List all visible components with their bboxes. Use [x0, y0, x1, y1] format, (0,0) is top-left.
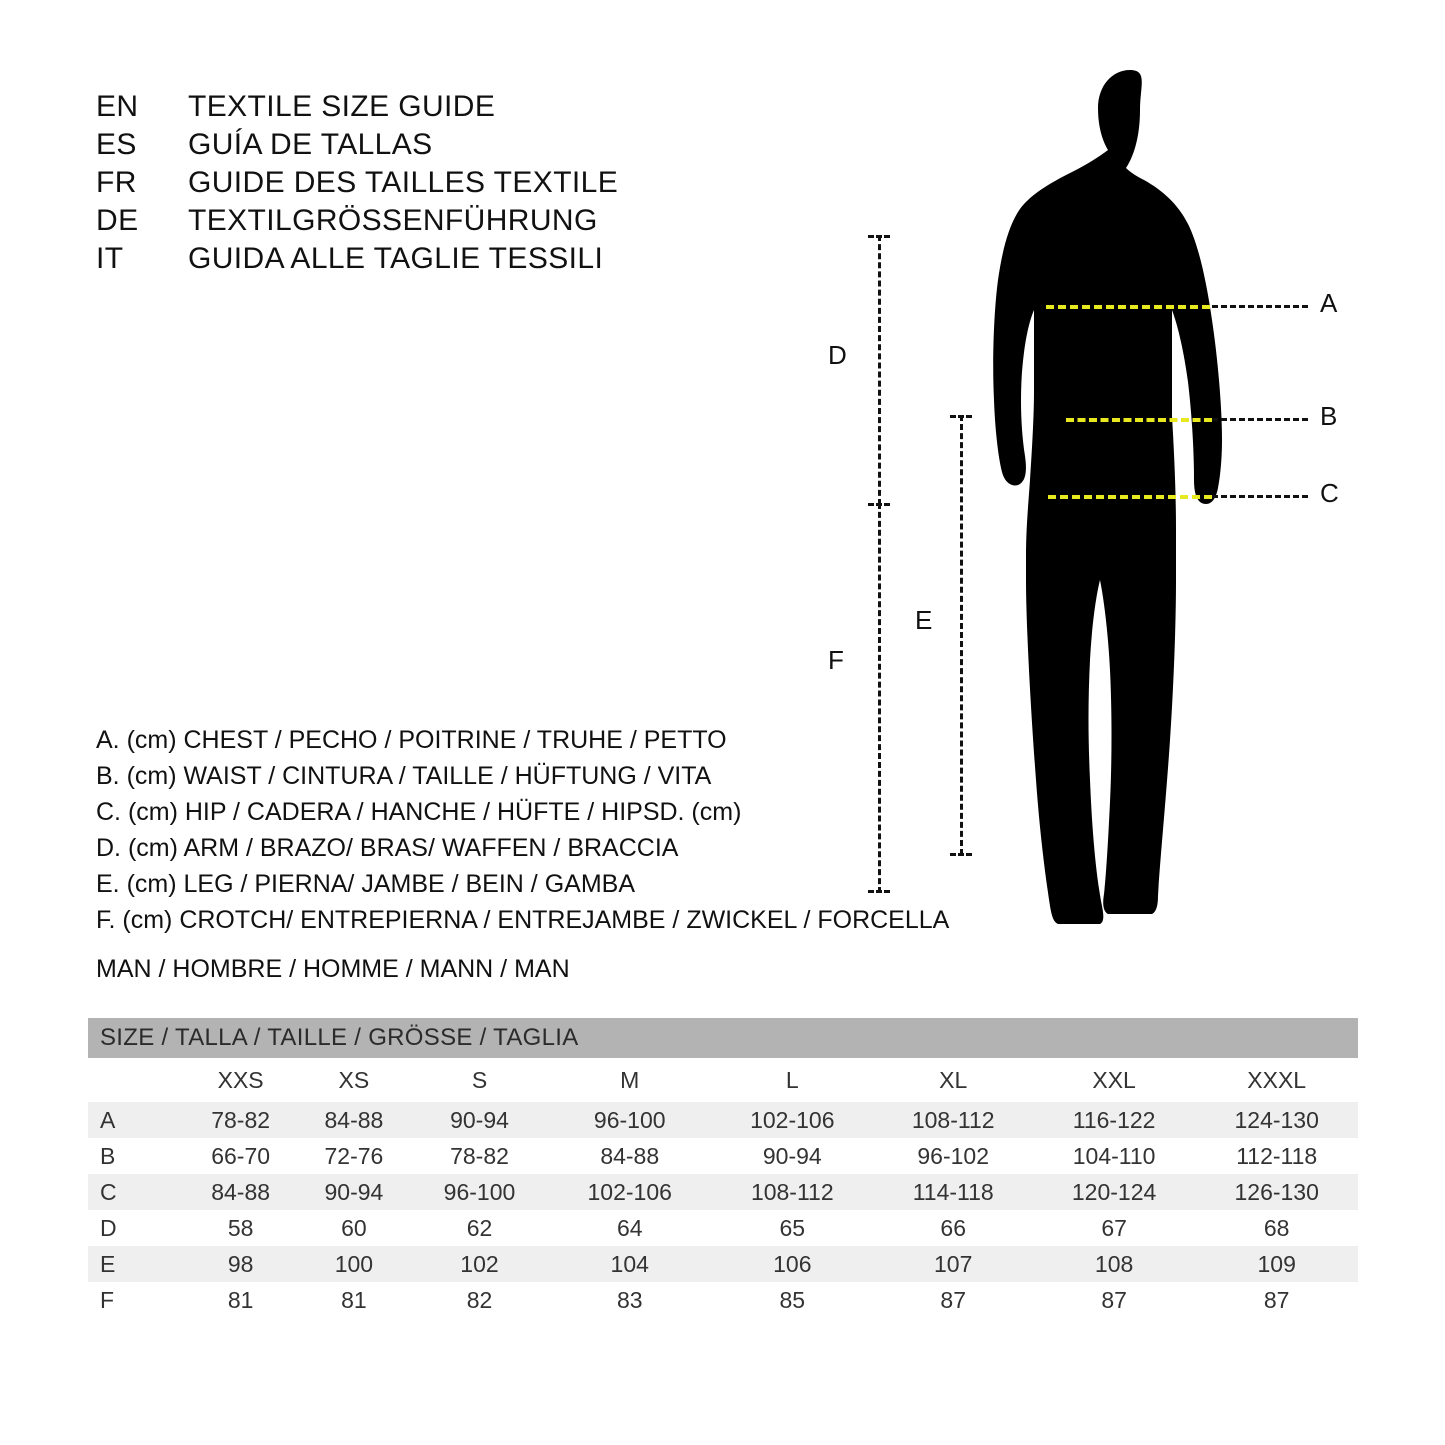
table-row	[88, 1174, 1358, 1210]
cell-b-m: 84-88	[548, 1138, 711, 1174]
title-block	[96, 88, 756, 278]
chest-leader-line	[1212, 305, 1308, 308]
measure-tick-d-top	[868, 235, 890, 238]
cell-c-xxs: 84-88	[184, 1174, 297, 1210]
label-d: D	[828, 340, 847, 370]
cell-a-xxl: 116-122	[1033, 1102, 1196, 1138]
title-row	[96, 202, 756, 240]
cell-f-xxs: 81	[184, 1282, 297, 1318]
hip-band	[1048, 495, 1212, 499]
cell-d-xxs: 58	[184, 1210, 297, 1246]
cell-e-l: 106	[711, 1246, 874, 1282]
title-lang-it: IT	[96, 242, 124, 275]
cell-b-xxl: 104-110	[1033, 1138, 1196, 1174]
cell-e-xxxl: 109	[1195, 1246, 1358, 1282]
size-table-header-bar	[88, 1018, 1358, 1058]
hip-leader-line	[1212, 495, 1308, 498]
cell-a-xxs: 78-82	[184, 1102, 297, 1138]
measure-rule-d	[878, 235, 881, 505]
cell-a-xs: 84-88	[297, 1102, 410, 1138]
cell-f-xl: 87	[874, 1282, 1033, 1318]
size-table-size-row	[88, 1058, 1358, 1102]
cell-d-xxl: 67	[1033, 1210, 1196, 1246]
table-row	[88, 1102, 1358, 1138]
cell-c-s: 96-100	[411, 1174, 549, 1210]
cell-d-xxxl: 68	[1195, 1210, 1358, 1246]
title-row	[96, 88, 756, 126]
title-row	[96, 126, 756, 164]
cell-c-xl: 114-118	[874, 1174, 1033, 1210]
label-c: C	[1320, 478, 1339, 508]
cell-a-xl: 108-112	[874, 1102, 1033, 1138]
title-row	[96, 164, 756, 202]
cell-d-xl: 66	[874, 1210, 1033, 1246]
cell-f-xxl: 87	[1033, 1282, 1196, 1318]
cell-b-s: 78-82	[411, 1138, 549, 1174]
row-key-d: D	[88, 1210, 184, 1246]
title-lang-de: DE	[96, 204, 139, 237]
cell-b-xl: 96-102	[874, 1138, 1033, 1174]
row-key-c: C	[88, 1174, 184, 1210]
cell-e-m: 104	[548, 1246, 711, 1282]
size-row-key	[88, 1058, 184, 1102]
legend-item-e: E. (cm) LEG / PIERNA/ JAMBE / BEIN / GAMBA	[96, 870, 635, 898]
cell-d-m: 64	[548, 1210, 711, 1246]
cell-e-xs: 100	[297, 1246, 410, 1282]
gender-label: MAN / HOMBRE / HOMME / MANN / MAN	[96, 955, 570, 983]
cell-f-m: 83	[548, 1282, 711, 1318]
cell-b-xs: 72-76	[297, 1138, 410, 1174]
table-row	[88, 1138, 1358, 1174]
title-text-it: GUIDA ALLE TAGLIE TESSILI	[188, 242, 604, 275]
table-row	[88, 1246, 1358, 1282]
cell-c-m: 102-106	[548, 1174, 711, 1210]
title-row	[96, 240, 756, 278]
cell-c-l: 108-112	[711, 1174, 874, 1210]
label-b: B	[1320, 401, 1338, 431]
measure-tick-e-bottom	[950, 853, 972, 856]
legend-list	[96, 722, 950, 938]
size-col-xxl: XXL	[1033, 1058, 1196, 1102]
table-row	[88, 1210, 1358, 1246]
size-col-xl: XL	[874, 1058, 1033, 1102]
cell-b-xxs: 66-70	[184, 1138, 297, 1174]
cell-a-s: 90-94	[411, 1102, 549, 1138]
measure-tick-e-top	[950, 415, 972, 418]
title-text-es: GUÍA DE TALLAS	[188, 128, 433, 161]
measure-rule-e	[960, 415, 963, 855]
size-col-l: L	[711, 1058, 874, 1102]
cell-a-l: 102-106	[711, 1102, 874, 1138]
title-text-en: TEXTILE SIZE GUIDE	[188, 90, 496, 123]
table-row	[88, 1282, 1358, 1318]
cell-f-xs: 81	[297, 1282, 410, 1318]
row-key-a: A	[88, 1102, 184, 1138]
row-key-f: F	[88, 1282, 184, 1318]
cell-f-l: 85	[711, 1282, 874, 1318]
cell-d-s: 62	[411, 1210, 549, 1246]
cell-d-l: 65	[711, 1210, 874, 1246]
cell-f-xxxl: 87	[1195, 1282, 1358, 1318]
waist-leader-line	[1212, 418, 1308, 421]
legend-item-f: F. (cm) CROTCH/ ENTREPIERNA / ENTREJAMBE / ZWICKEL / FORCELLA	[96, 906, 950, 934]
legend-item-d: D. (cm) ARM / BRAZO/ BRAS/ WAFFEN / BRACCIA	[96, 834, 679, 862]
title-text-fr: GUIDE DES TAILLES TEXTILE	[188, 166, 619, 199]
row-key-b: B	[88, 1138, 184, 1174]
legend-item-b: B. (cm) WAIST / CINTURA / TAILLE / HÜFTUNG / VITA	[96, 762, 712, 790]
size-col-xxs: XXS	[184, 1058, 297, 1102]
cell-c-xs: 90-94	[297, 1174, 410, 1210]
size-table	[88, 1018, 1358, 1318]
title-lang-en: EN	[96, 90, 139, 123]
cell-d-xs: 60	[297, 1210, 410, 1246]
cell-e-s: 102	[411, 1246, 549, 1282]
cell-e-xl: 107	[874, 1246, 1033, 1282]
cell-c-xxl: 120-124	[1033, 1174, 1196, 1210]
size-table-header-label: SIZE / TALLA / TAILLE / GRÖSSE / TAGLIA	[88, 1018, 1358, 1058]
chest-band	[1046, 305, 1210, 309]
legend-item-c: C. (cm) HIP / CADERA / HANCHE / HÜFTE / HIPSD. (cm)	[96, 798, 742, 826]
size-col-s: S	[411, 1058, 549, 1102]
waist-band	[1066, 418, 1212, 422]
size-table-body	[88, 1018, 1358, 1318]
title-lang-fr: FR	[96, 166, 137, 199]
cell-a-m: 96-100	[548, 1102, 711, 1138]
title-text-de: TEXTILGRÖSSENFÜHRUNG	[188, 204, 598, 237]
cell-b-xxxl: 112-118	[1195, 1138, 1358, 1174]
cell-a-xxxl: 124-130	[1195, 1102, 1358, 1138]
label-e: E	[915, 605, 933, 635]
size-col-xs: XS	[297, 1058, 410, 1102]
cell-f-s: 82	[411, 1282, 549, 1318]
cell-e-xxl: 108	[1033, 1246, 1196, 1282]
row-key-e: E	[88, 1246, 184, 1282]
title-lang-es: ES	[96, 128, 137, 161]
label-f: F	[828, 645, 844, 675]
legend-item-a: A. (cm) CHEST / PECHO / POITRINE / TRUHE / PETTO	[96, 726, 727, 754]
size-col-xxxl: XXXL	[1195, 1058, 1358, 1102]
cell-c-xxxl: 126-130	[1195, 1174, 1358, 1210]
size-col-m: M	[548, 1058, 711, 1102]
label-a: A	[1320, 288, 1338, 318]
cell-e-xxs: 98	[184, 1246, 297, 1282]
cell-b-l: 90-94	[711, 1138, 874, 1174]
